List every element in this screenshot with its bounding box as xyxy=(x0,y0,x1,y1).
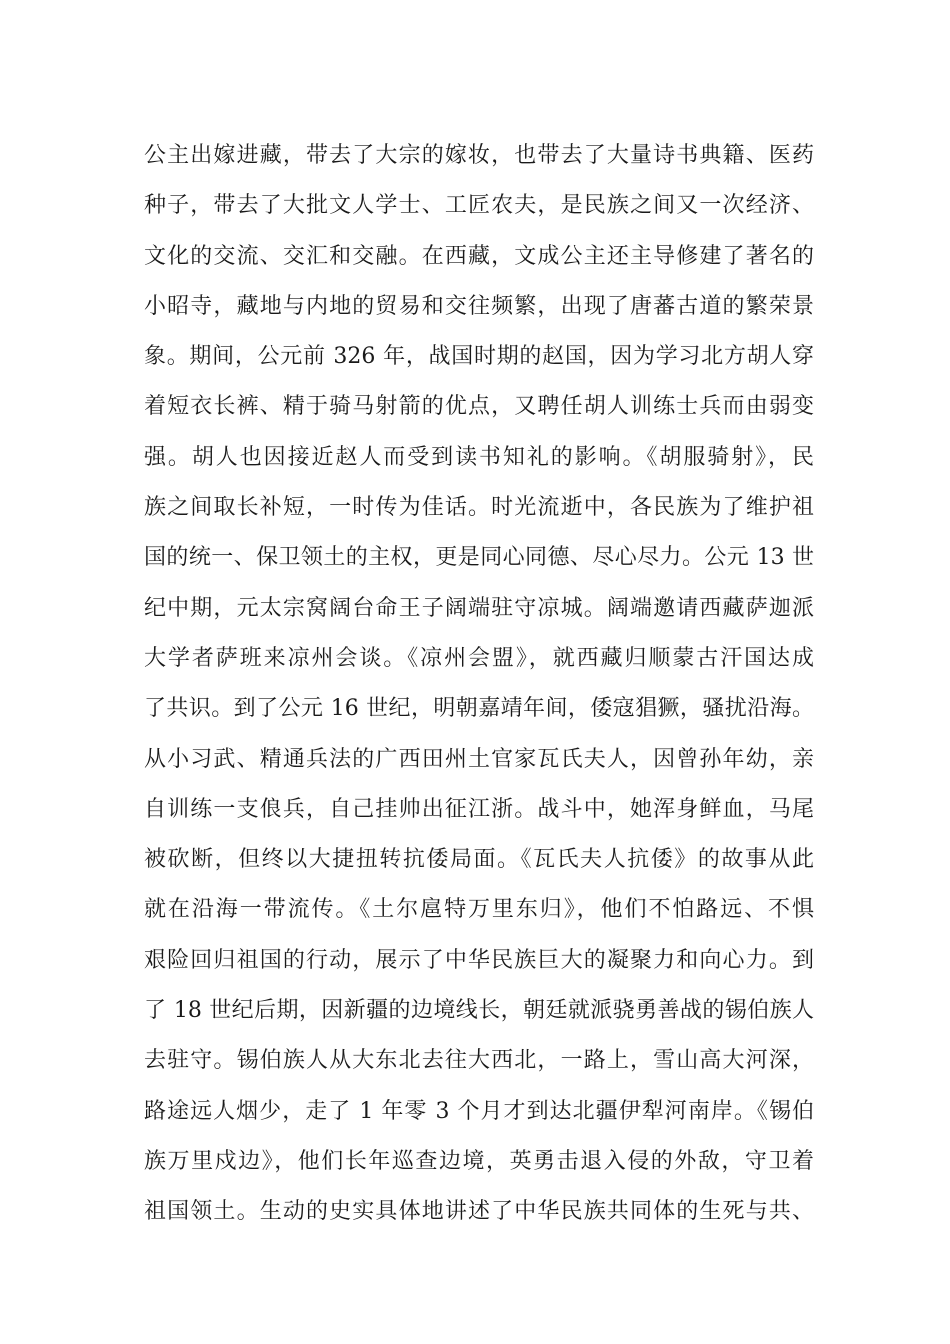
text-line: 被砍断，但终以大捷扭转抗倭局面。《瓦氏夫人抗倭》的故事从此 xyxy=(144,847,814,873)
text-line: 祖国领土。生动的史实具体地讲述了中华民族共同体的生死与共、 xyxy=(144,1199,814,1225)
text-line: 国的统一、保卫领土的主权，更是同心同德、尽心尽力。公元 13 世 xyxy=(144,545,814,571)
text-line: 了 18 世纪后期，因新疆的边境线长，朝廷就派骁勇善战的锡伯族人 xyxy=(144,998,814,1024)
text-line: 小昭寺，藏地与内地的贸易和交往频繁，出现了唐蕃古道的繁荣景 xyxy=(144,293,814,319)
text-line: 种子，带去了大批文人学士、工匠农夫，是民族之间又一次经济、 xyxy=(144,193,814,219)
text-line: 路途远人烟少，走了 1 年零 3 个月才到达北疆伊犁河南岸。《锡伯 xyxy=(144,1098,814,1124)
text-line: 族万里戍边》，他们长年巡查边境，英勇击退入侵的外敌，守卫着 xyxy=(144,1148,814,1174)
text-line: 从小习武、精通兵法的广西田州土官家瓦氏夫人，因曾孙年幼，亲 xyxy=(144,746,814,772)
text-line: 了共识。到了公元 16 世纪，明朝嘉靖年间，倭寇猖獗，骚扰沿海。 xyxy=(144,696,814,722)
text-line: 公主出嫁进藏，带去了大宗的嫁妆，也带去了大量诗书典籍、医药 xyxy=(144,143,814,168)
text-line: 大学者萨班来凉州会谈。《凉州会盟》，就西藏归顺蒙古汗国达成 xyxy=(144,645,814,671)
text-line: 就在沿海一带流传。《土尔扈特万里东归》，他们不怕路远、不惧 xyxy=(144,897,814,923)
text-line: 纪中期，元太宗窝阔台命王子阔端驻守凉城。阔端邀请西藏萨迦派 xyxy=(144,595,814,621)
text-line: 强。胡人也因接近赵人而受到读书知礼的影响。《胡服骑射》，民 xyxy=(144,444,814,470)
text-line: 族之间取长补短，一时传为佳话。时光流逝中，各民族为了维护祖 xyxy=(144,495,814,521)
text-line: 自训练一支俍兵，自己挂帅出征江浙。战斗中，她浑身鲜血，马尾 xyxy=(144,796,814,822)
body-paragraph xyxy=(144,131,814,1238)
text-line: 去驻守。锡伯族人从大东北去往大西北，一路上，雪山高大河深， xyxy=(144,1048,814,1074)
text-line: 文化的交流、交汇和交融。在西藏，文成公主还主导修建了著名的 xyxy=(144,243,814,269)
text-line: 艰险回归祖国的行动，展示了中华民族巨大的凝聚力和向心力。到 xyxy=(144,947,814,973)
text-line: 象。期间，公元前 326 年，战国时期的赵国，因为学习北方胡人穿 xyxy=(144,344,814,370)
text-line: 着短衣长裤、精于骑马射箭的优点，又聘任胡人训练士兵而由弱变 xyxy=(144,394,814,420)
